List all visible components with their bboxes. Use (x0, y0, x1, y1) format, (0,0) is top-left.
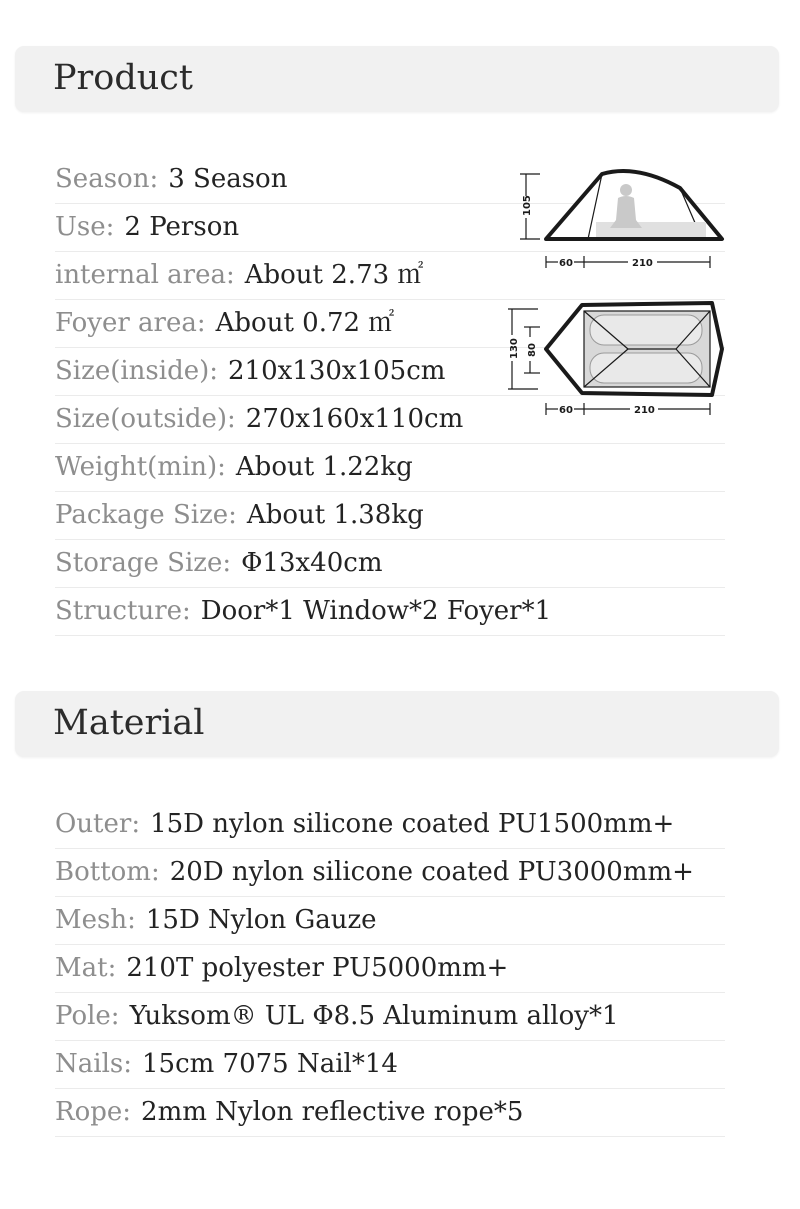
spec-value: 15D nylon silicone coated PU1500mm+ (150, 809, 675, 839)
top-inner-label: 210 (634, 405, 655, 416)
spec-label: Rope: (55, 1097, 132, 1127)
spec-value: About 0.72 ㎡ (215, 308, 395, 338)
spec-row-pole (55, 993, 725, 1041)
spec-label: Foyer area: (55, 308, 206, 338)
spec-label: Structure: (55, 596, 191, 626)
spec-value: 15D Nylon Gauze (145, 905, 377, 935)
spec-value: About 2.73 ㎡ (244, 260, 424, 290)
spec-label: internal area: (55, 260, 235, 290)
spec-value: 15cm 7075 Nail*14 (141, 1049, 398, 1079)
spec-row-mat (55, 945, 725, 993)
material-header-title: Material (53, 703, 205, 743)
spec-value: 210x130x105cm (228, 356, 446, 386)
spec-label: Outer: (55, 809, 141, 839)
spec-label: Size(outside): (55, 404, 236, 434)
spec-label: Bottom: (55, 857, 160, 887)
spec-row-storage-size (55, 540, 725, 588)
top-outer-width-label: 130 (509, 338, 520, 359)
spec-row-outer (55, 801, 725, 849)
material-spec-list (55, 801, 725, 1137)
spec-label: Nails: (55, 1049, 132, 1079)
spec-label: Pole: (55, 1001, 120, 1031)
spec-value: Φ13x40cm (241, 548, 383, 578)
spec-value: About 1.38kg (246, 500, 424, 530)
spec-row-weight (55, 444, 725, 492)
spec-label: Season: (55, 164, 159, 194)
spec-label: Package Size: (55, 500, 237, 530)
tent-top-view-diagram (500, 295, 732, 425)
spec-value: Yuksom® UL Φ8.5 Aluminum alloy*1 (129, 1001, 619, 1031)
spec-row-mesh (55, 897, 725, 945)
material-section-header (15, 691, 779, 757)
spec-value: Door*1 Window*2 Foyer*1 (200, 596, 552, 626)
spec-value: 2 Person (124, 212, 240, 242)
top-inner-width-label: 80 (527, 343, 538, 357)
side-height-label: 105 (522, 195, 533, 216)
spec-label: Storage Size: (55, 548, 232, 578)
spec-row-nails (55, 1041, 725, 1089)
spec-label: Mat: (55, 953, 117, 983)
side-inner-label: 210 (632, 258, 653, 269)
product-section-header (15, 46, 779, 112)
spec-label: Size(inside): (55, 356, 219, 386)
spec-value: 3 Season (168, 164, 288, 194)
spec-row-bottom (55, 849, 725, 897)
spec-row-rope (55, 1089, 725, 1137)
tent-side-view-diagram (512, 160, 732, 275)
product-header-title: Product (53, 58, 193, 98)
spec-row-package-size (55, 492, 725, 540)
spec-label: Mesh: (55, 905, 136, 935)
side-foyer-label: 60 (559, 258, 573, 269)
spec-label: Weight(min): (55, 452, 226, 482)
spec-value: 20D nylon silicone coated PU3000mm+ (169, 857, 694, 887)
top-foyer-label: 60 (559, 405, 573, 416)
spec-value: About 1.22kg (235, 452, 413, 482)
spec-label: Use: (55, 212, 115, 242)
spec-value: 210T polyester PU5000mm+ (126, 953, 509, 983)
spec-value: 2mm Nylon reflective rope*5 (141, 1097, 524, 1127)
spec-value: 270x160x110cm (245, 404, 464, 434)
spec-row-structure (55, 588, 725, 636)
